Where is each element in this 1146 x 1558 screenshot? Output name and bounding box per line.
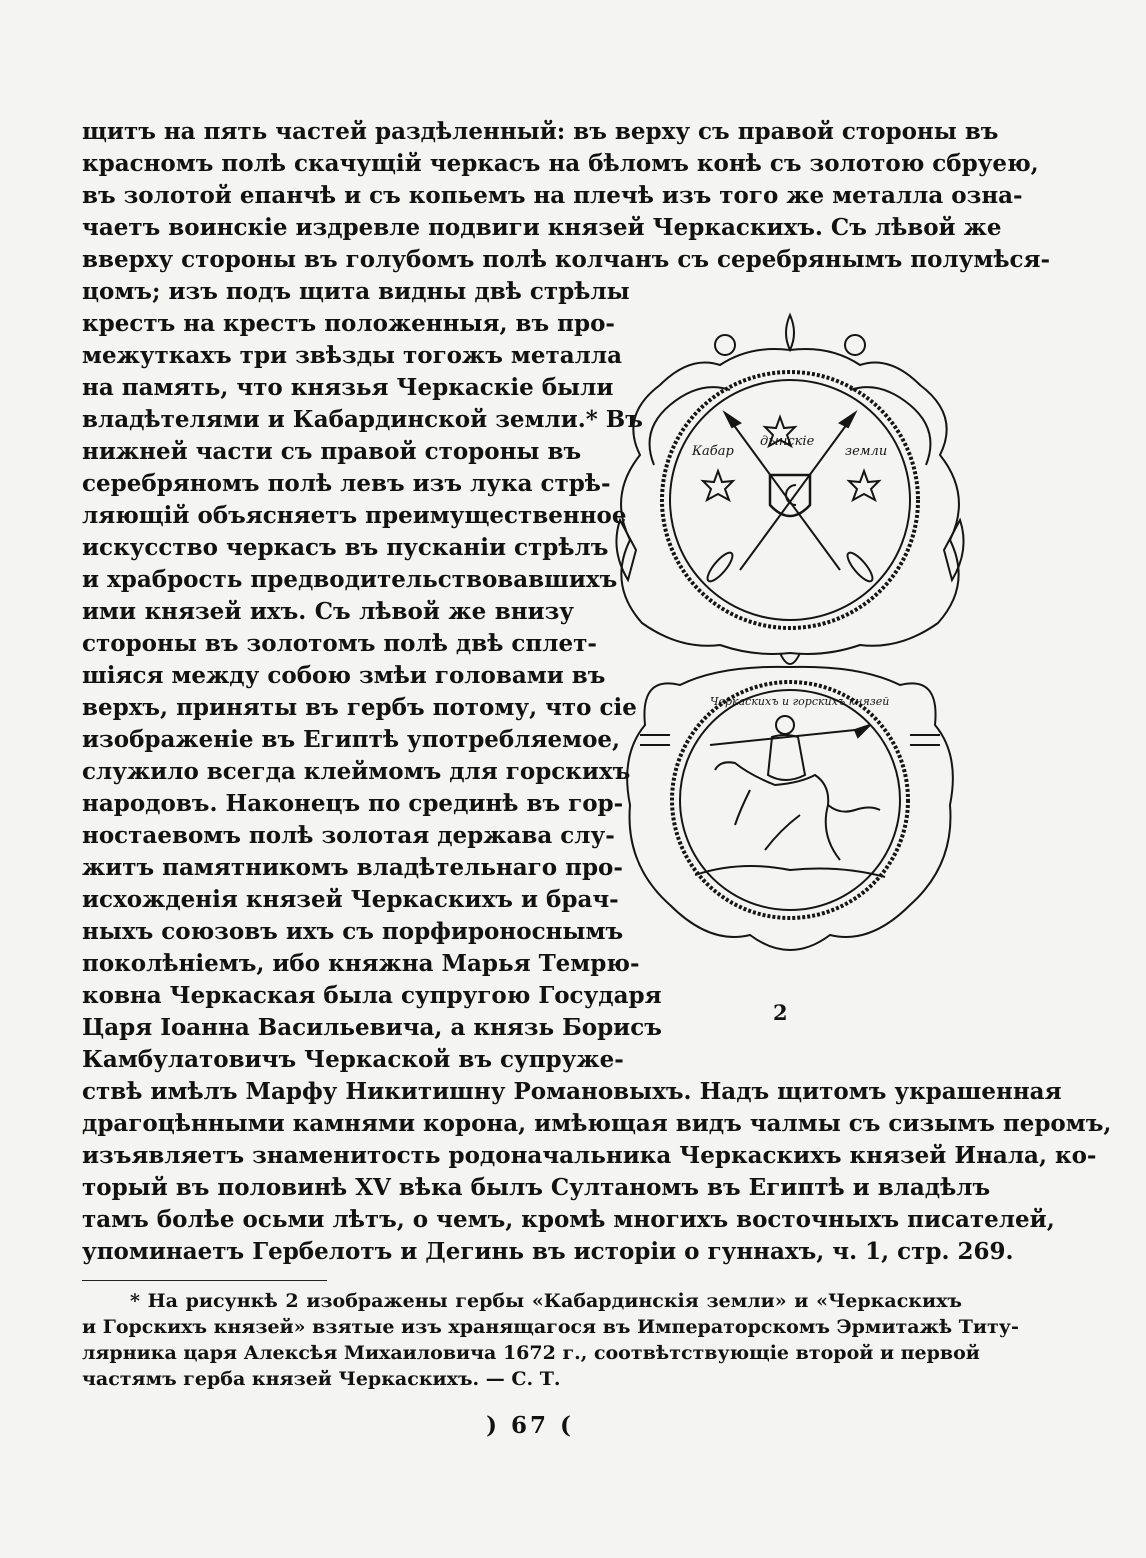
body-line: житъ памятникомъ владѣтельнаго про- [82, 854, 623, 881]
body-line: изъявляетъ знаменитость родоначальника Черкаскихъ князей Инала, ко- [82, 1142, 1097, 1169]
body-line: ковна Черкаская была супругою Государя [82, 982, 662, 1009]
body-line: крестъ на крестъ положенныя, въ про- [82, 310, 615, 337]
body-line: чаетъ воинскіе издревле подвиги князей Черкаскихъ. Съ лѣвой же [82, 214, 1002, 241]
footnote-rule [82, 1280, 327, 1281]
plate-label-upper: Кабар [692, 444, 734, 459]
body-line: межуткахъ три звѣзды тогожъ металла [82, 342, 622, 369]
plate-label-upper: дынскіе [760, 434, 815, 449]
plate-number: 2 [773, 1000, 788, 1025]
footnote-line: частямъ герба князей Черкаскихъ. — С. Т. [82, 1368, 561, 1390]
body-line: ими князей ихъ. Съ лѣвой же внизу [82, 598, 574, 625]
body-line: драгоцѣнными камнями корона, имѣющая видъ чалмы съ сизымъ перомъ, [82, 1110, 1112, 1137]
body-line: служило всегда клеймомъ для горскихъ [82, 758, 631, 785]
plate-label-upper: земли [845, 444, 888, 459]
footnote-line: * На рисункѣ 2 изображены гербы «Кабардинскія земли» и «Черкаскихъ [130, 1290, 962, 1312]
body-line: упоминаетъ Гербелотъ и Дегинь въ исторіи о гуннахъ, ч. 1, стр. 269. [82, 1238, 1014, 1265]
body-line: ляющій объясняетъ преимущественное [82, 502, 627, 529]
body-line: народовъ. Наконецъ по срединѣ въ гор- [82, 790, 624, 817]
body-line: въ золотой епанчѣ и съ копьемъ на плечѣ изъ того же металла озна- [82, 182, 1023, 209]
body-line: цомъ; изъ подъ щита видны двѣ стрѣлы [82, 278, 630, 305]
body-line: вверху стороны въ голубомъ полѣ колчанъ съ серебрянымъ полумѣся- [82, 246, 1051, 273]
coat-of-arms-plate [600, 305, 980, 985]
body-line: на память, что князья Черкаскіе были [82, 374, 614, 401]
body-line: и храбрость предводительствовавшихъ [82, 566, 618, 593]
body-line: серебряномъ полѣ левъ изъ лука стрѣ- [82, 470, 611, 497]
body-line: щитъ на пять частей раздѣленный: въ верху съ правой стороны въ [82, 118, 999, 145]
body-line: поколѣніемъ, ибо княжна Марья Темрю- [82, 950, 640, 977]
body-line: владѣтелями и Кабардинской земли.* Въ [82, 406, 643, 433]
body-line: ствѣ имѣлъ Марфу Никитишну Романовыхъ. Надъ щитомъ украшенная [82, 1078, 1062, 1105]
footnote-line: лярника царя Алексѣя Михаиловича 1672 г., соотвѣтствующіе второй и первой [82, 1342, 980, 1364]
body-line: Царя Іоанна Васильевича, а князь Борисъ [82, 1014, 662, 1041]
body-line: стороны въ золотомъ полѣ двѣ сплет- [82, 630, 597, 657]
body-line: Камбулатовичъ Черкаской въ супруже- [82, 1046, 624, 1073]
body-line: ныхъ союзовъ ихъ съ порфироноснымъ [82, 918, 624, 945]
body-line: ностаевомъ полѣ золотая держава слу- [82, 822, 615, 849]
footnote-line: и Горскихъ князей» взятые изъ хранящагося въ Императорскомъ Эрмитажѣ Титу- [82, 1316, 1019, 1338]
plate-label-lower: Черкаскихъ и горскихъ князей [710, 695, 890, 708]
body-line: красномъ полѣ скачущій черкасъ на бѣломъ конѣ съ золотою сбруею, [82, 150, 1039, 177]
body-line: шіяся между собою змѣи головами въ [82, 662, 606, 689]
body-line: искусство черкасъ въ пусканіи стрѣлъ [82, 534, 609, 561]
body-line: тамъ болѣе осьми лѣтъ, о чемъ, кромѣ многихъ восточныхъ писателей, [82, 1206, 1055, 1233]
body-line: верхъ, приняты въ гербъ потому, что сіе [82, 694, 637, 721]
page-number: ) 67 ( [486, 1412, 574, 1439]
body-line: нижней части съ правой стороны въ [82, 438, 582, 465]
body-line: торый въ половинѣ XV вѣка былъ Султаномъ въ Египтѣ и владѣлъ [82, 1174, 991, 1201]
body-line: исхожденія князей Черкаскихъ и брач- [82, 886, 619, 913]
body-line: изображеніе въ Египтѣ употребляемое, [82, 726, 621, 753]
